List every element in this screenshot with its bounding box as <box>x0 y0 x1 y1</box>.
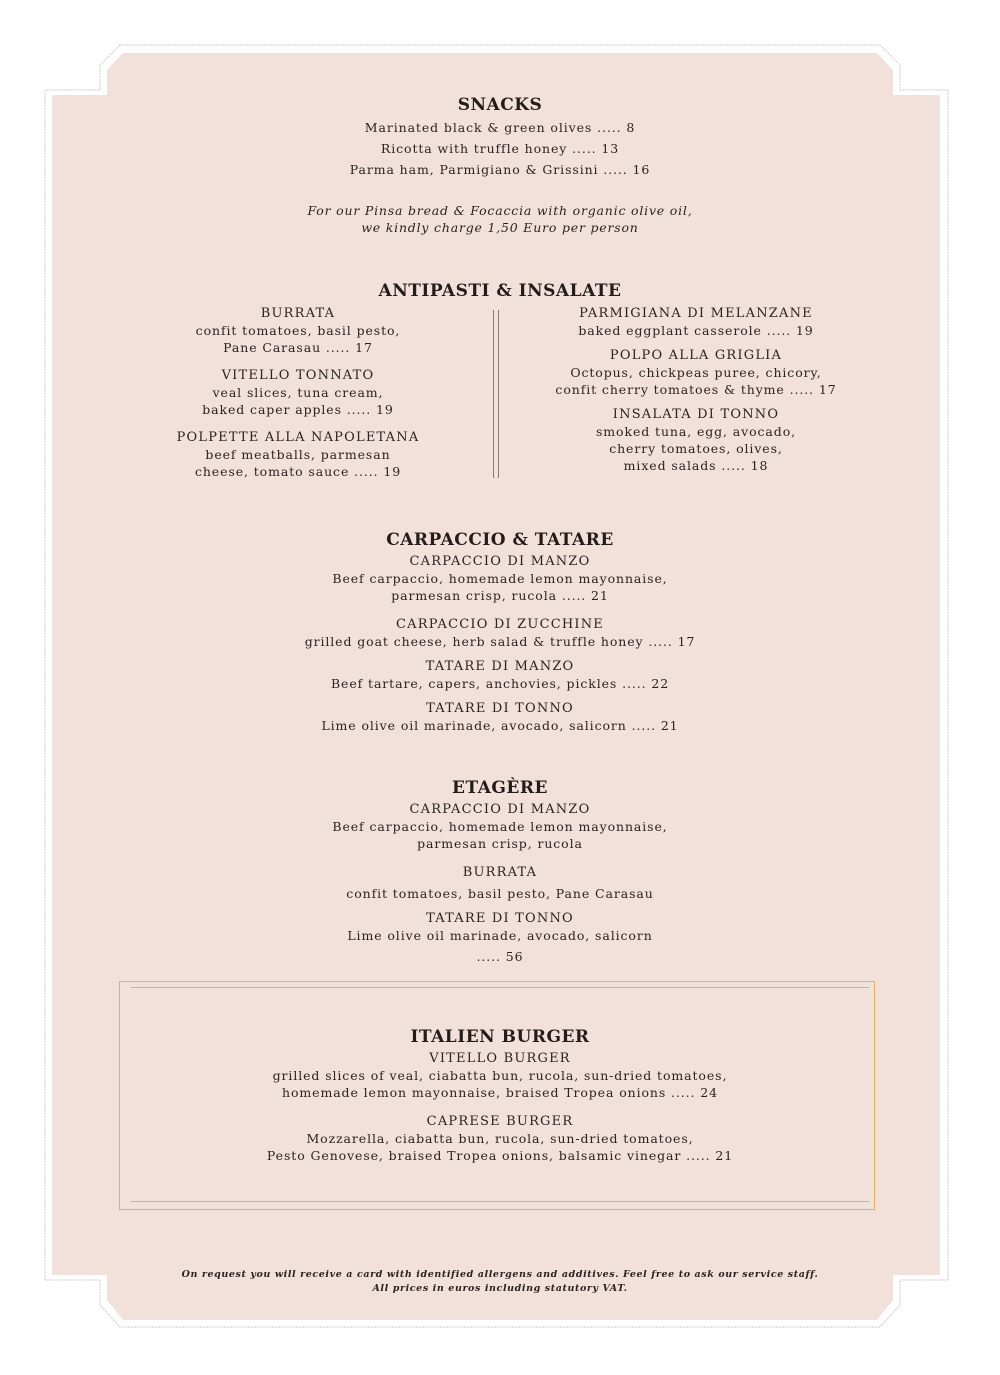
dish-name: TATARE DI TONNO <box>426 701 574 716</box>
snack-item: Ricotta with truffle honey ..... 13 <box>380 141 620 156</box>
dish-description: veal slices, tuna cream, <box>212 385 384 400</box>
dish-name: VITELLO BURGER <box>429 1051 571 1066</box>
dish-description: Pane Carasau ..... 17 <box>223 340 373 355</box>
section-title-carpaccio: CARPACCIO & TATARE <box>386 530 614 550</box>
dish-description: Beef carpaccio, homemade lemon mayonnaise, <box>332 819 668 834</box>
dish-name: POLPETTE ALLA NAPOLETANA <box>176 430 420 445</box>
dish-description: cheese, tomato sauce ..... 19 <box>194 464 402 479</box>
section-title-snacks: SNACKS <box>457 95 543 115</box>
dish-name: TATARE DI TONNO <box>426 911 574 926</box>
dish-description: beef meatballs, parmesan <box>205 447 391 462</box>
dish-name: CAPRESE BURGER <box>426 1114 574 1129</box>
dish-name: TATARE DI MANZO <box>425 659 575 674</box>
dish-description: Lime olive oil marinade, avocado, salicorn <box>347 928 653 943</box>
antipasti-right-column <box>530 305 862 474</box>
section-title-etagere: ETAGÈRE <box>452 778 548 798</box>
dish-description: Mozzarella, ciabatta bun, rucola, sun-dried tomatoes, <box>306 1131 694 1146</box>
dish-description: Beef tartare, capers, anchovies, pickles ..... 22 <box>330 676 670 691</box>
dish-name: INSALATA DI TONNO <box>612 407 780 422</box>
burger-section <box>0 1027 1000 1164</box>
dish-description: grilled goat cheese, herb salad & truffle honey ..... 17 <box>304 634 696 649</box>
dish-description: grilled slices of veal, ciabatta bun, rucola, sun-dried tomatoes, <box>272 1068 728 1083</box>
burger-box-inner-line-bottom <box>131 1201 869 1202</box>
dish-description: parmesan crisp, rucola <box>417 836 583 851</box>
carpaccio-section <box>0 530 1000 734</box>
section-title-antipasti: ANTIPASTI & INSALATE <box>378 281 622 301</box>
dish-description: Pesto Genovese, braised Tropea onions, balsamic vinegar ..... 21 <box>266 1148 734 1163</box>
dish-name: VITELLO TONNATO <box>221 368 375 383</box>
burger-box-inner-line-top <box>131 987 869 988</box>
dish-name: PARMIGIANA DI MELANZANE <box>579 306 813 321</box>
pinsa-note-line-2: we kindly charge 1,50 Euro per person <box>361 220 639 235</box>
dish-description: confit cherry tomatoes & thyme ..... 17 <box>555 382 837 397</box>
etagere-section <box>0 778 1000 965</box>
dish-description: baked caper apples ..... 19 <box>202 402 394 417</box>
dish-description: homemade lemon mayonnaise, braised Tropea onions ..... 24 <box>282 1085 718 1100</box>
snack-item: Marinated black & green olives ..... 8 <box>364 120 636 135</box>
dish-description: baked eggplant casserole ..... 19 <box>578 323 814 338</box>
section-title-burger: ITALIEN BURGER <box>410 1027 590 1047</box>
dish-description: confit tomatoes, basil pesto, <box>195 323 401 338</box>
dish-description: Octopus, chickpeas puree, chicory, <box>570 365 822 380</box>
dish-name: CARPACCIO DI MANZO <box>409 802 591 817</box>
dish-name: BURRATA <box>462 865 538 880</box>
allergen-note: On request you will receive a card with identified allergens and additives. Feel free to ask our service staff. <box>181 1269 819 1280</box>
snack-item: Parma ham, Parmigiano & Grissini ..... 16 <box>349 162 651 177</box>
column-divider <box>493 310 499 478</box>
dish-name: BURRATA <box>260 306 336 321</box>
dish-name: CARPACCIO DI ZUCCHINE <box>396 617 604 632</box>
antipasti-left-column <box>150 305 446 480</box>
dish-description: Lime olive oil marinade, avocado, salicorn ..... 21 <box>321 718 679 733</box>
dish-description: smoked tuna, egg, avocado, <box>595 424 796 439</box>
etagere-price: ..... 56 <box>476 949 524 964</box>
vat-note: All prices in euros including statutory VAT. <box>372 1283 628 1294</box>
dish-name: POLPO ALLA GRIGLIA <box>609 348 783 363</box>
dish-description: confit tomatoes, basil pesto, Pane Carasau <box>346 886 654 901</box>
dish-description: mixed salads ..... 18 <box>623 458 769 473</box>
dish-description: Beef carpaccio, homemade lemon mayonnaise, <box>332 571 668 586</box>
dish-description: cherry tomatoes, olives, <box>609 441 783 456</box>
dish-description: parmesan crisp, rucola ..... 21 <box>391 588 609 603</box>
pinsa-note-line-1: For our Pinsa bread & Focaccia with organic olive oil, <box>307 203 693 218</box>
dish-name: CARPACCIO DI MANZO <box>409 554 591 569</box>
